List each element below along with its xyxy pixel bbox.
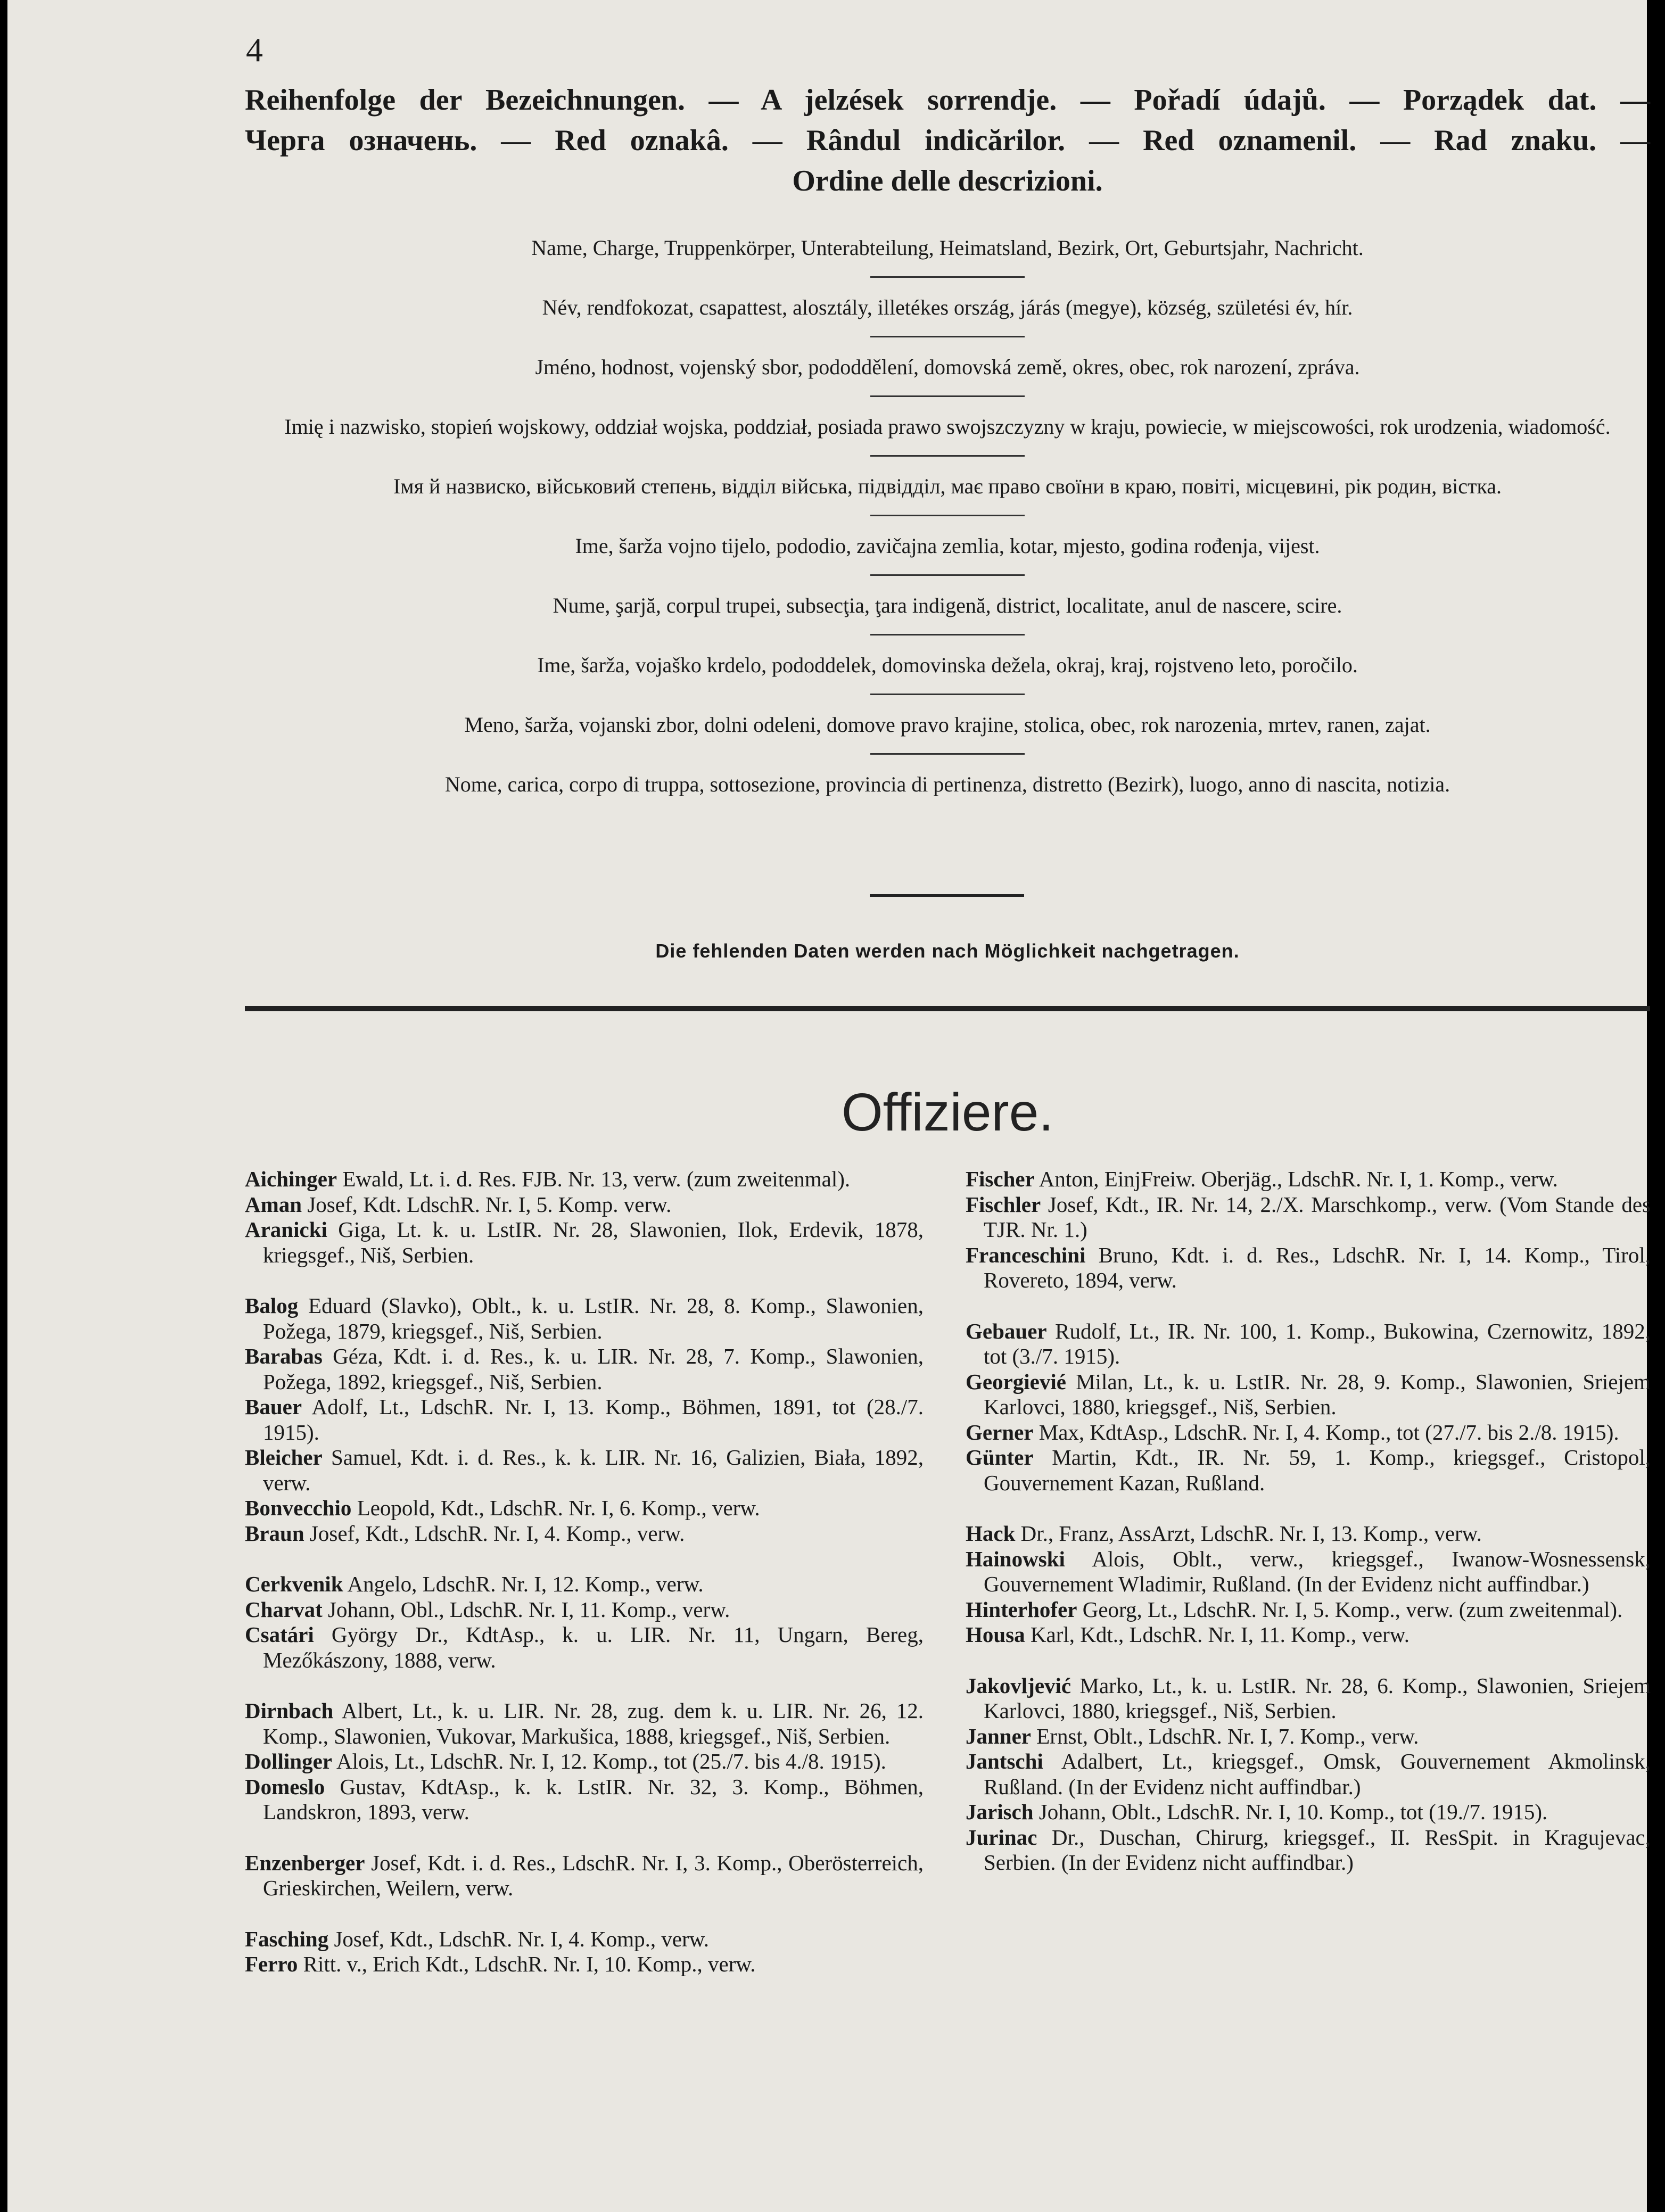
divider: [870, 634, 1025, 635]
officer-details: Josef, Kdt. LdschR. Nr. I, 5. Komp. verw.: [302, 1192, 672, 1217]
officer-entry: [245, 1597, 924, 1623]
field-order-romanian: Nume, şarjă, corpul trupei, subsecţia, ţara indigenă, district, localitate, anul de nascere, scire.: [553, 593, 1342, 617]
officer-details: Martin, Kdt., IR. Nr. 59, 1. Komp., kriegsgef., Cristopol, Gouvernement Kazan, Rußland.: [984, 1445, 1651, 1495]
officer-entry: [966, 1825, 1651, 1876]
officer-details: Albert, Lt., k. u. LIR. Nr. 28, zug. dem k. u. LIR. Nr. 26, 12. Komp., Slawonien, Vukovar, Markušica, 1888, kriegsgef., Niš, Serbien.: [263, 1698, 924, 1748]
officer-details: Adalbert, Lt., kriegsgef., Omsk, Gouvernement Akmolinsk, Rußland. (In der Evidenz nicht auffindbar.): [984, 1749, 1651, 1799]
officer-entry: [245, 1496, 924, 1521]
officer-surname: Jurinac: [966, 1825, 1037, 1850]
field-order-german: Name, Charge, Truppenkörper, Unterabteilung, Heimatsland, Bezirk, Ort, Geburtsjahr, Nachricht.: [531, 236, 1364, 260]
officer-entry: [966, 1724, 1651, 1749]
entry-group-gap: [245, 1546, 924, 1572]
officer-details: György Dr., KdtAsp., k. u. LIR. Nr. 11, Ungarn, Bereg, Mezőkászony, 1888, verw.: [263, 1622, 924, 1672]
field-order-polish: Imię i nazwisko, stopień wojskowy, oddział wojska, poddział, posiada prawo swojszczyzny w kraju, powiecie, w miejscowości, rok urodzenia, wiadomość.: [284, 415, 1611, 439]
officer-details: Anton, EinjFreiw. Oberjäg., LdschR. Nr. I, 1. Komp., verw.: [1034, 1167, 1558, 1191]
officer-details: Josef, Kdt., LdschR. Nr. I, 4. Komp., verw.: [304, 1521, 685, 1546]
officer-details: Johann, Oblt., LdschR. Nr. I, 10. Komp., tot (19./7. 1915).: [1033, 1800, 1548, 1824]
officer-entry: [245, 1192, 924, 1218]
officer-entry: [966, 1420, 1651, 1446]
divider: [870, 894, 1024, 897]
officer-entry: [245, 1952, 924, 1977]
officer-details: Georg, Lt., LdschR. Nr. I, 5. Komp., verw. (zum zweitenmal).: [1077, 1597, 1623, 1622]
officer-entry: [245, 1698, 924, 1749]
divider: [870, 753, 1025, 755]
entry-group-gap: [966, 1293, 1651, 1319]
officer-details: Dr., Duschan, Chirurg, kriegsgef., II. ResSpit. in Kragujevac, Serbien. (In der Evidenz nicht auffindbar.): [984, 1825, 1651, 1875]
officer-details: Ewald, Lt. i. d. Res. FJB. Nr. 13, verw. (zum zweitenmal).: [337, 1167, 851, 1191]
officer-surname: Günter: [966, 1445, 1034, 1470]
officer-entry: [245, 1344, 924, 1394]
officer-details: Milan, Lt., k. u. LstIR. Nr. 28, 9. Komp., Slawonien, Sriejem Karlovci, 1880, kriegsgef., Niš, Serbien.: [984, 1369, 1651, 1419]
officer-details: Adolf, Lt., LdschR. Nr. I, 13. Komp., Böhmen, 1891, tot (28./7. 1915).: [263, 1394, 924, 1445]
officer-details: Marko, Lt., k. u. LstIR. Nr. 28, 6. Komp., Slawonien, Sriejem Karlovci, 1880, kriegsgef., Niš, Serbien.: [984, 1673, 1651, 1723]
officer-entry: [245, 1445, 924, 1496]
officer-entry: [245, 1927, 924, 1952]
officer-entry: [245, 1394, 924, 1445]
entry-group-gap: [966, 1648, 1651, 1673]
officer-entry: [245, 1851, 924, 1901]
officer-details: Karl, Kdt., LdschR. Nr. I, 11. Komp., verw.: [1025, 1622, 1410, 1647]
officer-surname: Enzenberger: [245, 1850, 365, 1875]
officer-details: Rudolf, Lt., IR. Nr. 100, 1. Komp., Bukowina, Czernowitz, 1892, tot (3./7. 1915).: [984, 1318, 1651, 1368]
officer-entry: [966, 1445, 1651, 1496]
officer-surname: Barabas: [245, 1344, 323, 1368]
divider: [870, 694, 1025, 695]
officer-details: Josef, Kdt., LdschR. Nr. I, 4. Komp., verw.: [328, 1926, 709, 1951]
officer-surname: Hack: [966, 1521, 1016, 1546]
field-order-slovak: Meno, šarža, vojanski zbor, dolni odeleni, domove pravo krajine, stolica, obec, rok narozenia, mrtev, ranen, zajat.: [464, 713, 1431, 737]
officer-surname: Fischer: [966, 1167, 1035, 1191]
document-page: [7, 0, 1651, 2212]
officer-surname: Domeslo: [245, 1774, 325, 1799]
officer-surname: Housa: [966, 1622, 1025, 1647]
page-number: 4: [246, 31, 263, 69]
officer-surname: Bauer: [245, 1394, 302, 1419]
officer-entry: [245, 1293, 924, 1344]
officer-entry: [966, 1547, 1651, 1597]
officer-surname: Cerkvenik: [245, 1572, 343, 1596]
entries-right-column: [966, 1167, 1651, 1876]
officer-details: Dr., Franz, AssArzt, LdschR. Nr. I, 13. Komp., verw.: [1015, 1521, 1482, 1546]
missing-data-note: Die fehlenden Daten werden nach Möglichkeit nachgetragen.: [655, 940, 1240, 962]
section-title: Offiziere.: [841, 1083, 1054, 1142]
officer-details: Géza, Kdt. i. d. Res., k. u. LIR. Nr. 28, 7. Komp., Slawonien, Požega, 1892, kriegsgef., Niš, Serbien.: [263, 1344, 924, 1394]
officer-details: Ernst, Oblt., LdschR. Nr. I, 7. Komp., verw.: [1031, 1723, 1419, 1748]
officer-entry: [966, 1192, 1651, 1243]
officer-entry: [966, 1369, 1651, 1420]
officer-surname: Hinterhofer: [966, 1597, 1077, 1622]
field-order-list: [245, 234, 1650, 798]
entry-group-gap: [245, 1268, 924, 1293]
entry-group-gap: [966, 1496, 1651, 1521]
officer-entry: [966, 1800, 1651, 1825]
officer-details: Leopold, Kdt., LdschR. Nr. I, 6. Komp., verw.: [351, 1496, 760, 1520]
officer-surname: Balog: [245, 1293, 299, 1318]
officer-surname: Dollinger: [245, 1749, 332, 1773]
officer-details: Bruno, Kdt. i. d. Res., LdschR. Nr. I, 14. Komp., Tirol, Rovereto, 1894, verw.: [984, 1242, 1651, 1292]
officer-entry: [245, 1774, 924, 1825]
officer-details: Max, KdtAsp., LdschR. Nr. I, 4. Komp., tot (27./7. bis 2./8. 1915).: [1033, 1419, 1619, 1445]
officer-entry: [966, 1597, 1651, 1623]
officer-entry: [966, 1167, 1651, 1192]
officer-surname: Aichinger: [245, 1167, 337, 1191]
section-rule: [245, 1006, 1650, 1011]
officer-entry: [966, 1673, 1651, 1724]
divider: [870, 276, 1025, 278]
officer-surname: Bleicher: [245, 1445, 323, 1470]
officer-surname: Jantschi: [966, 1749, 1043, 1773]
officer-surname: Jarisch: [966, 1800, 1034, 1824]
divider: [870, 515, 1025, 516]
field-order-ruthenian: Імя й назвиско, військовий степень, відділ війська, підвідділ, має право своїни в краю, повіті, місцевині, рік родин, вістка.: [393, 474, 1502, 498]
officer-entry: [966, 1749, 1651, 1800]
officer-surname: Franceschini: [966, 1242, 1086, 1267]
heading-block: [245, 80, 1650, 201]
officer-surname: Ferro: [245, 1952, 298, 1976]
officer-surname: Jakovljević: [966, 1673, 1071, 1698]
field-order-czech: Jméno, hodnost, vojenský sbor, pododdělení, domovská země, okres, obec, rok narození, zpráva.: [535, 355, 1360, 379]
heading-line: Ordine delle descrizioni.: [792, 164, 1103, 197]
officer-surname: Hainowski: [966, 1546, 1065, 1571]
officer-surname: Gebauer: [966, 1318, 1047, 1343]
officer-surname: Fischler: [966, 1192, 1041, 1217]
officer-surname: Csatári: [245, 1622, 314, 1647]
officer-surname: Aranicki: [245, 1217, 327, 1242]
officer-details: Gustav, KdtAsp., k. k. LstIR. Nr. 32, 3. Komp., Böhmen, Landskron, 1893, verw.: [263, 1774, 924, 1824]
officer-details: Angelo, LdschR. Nr. I, 12. Komp., verw.: [343, 1572, 704, 1596]
field-order-italian: Nome, carica, corpo di truppa, sottosezione, provincia di pertinenza, distretto (Bezirk), luogo, anno di nascita, notizia.: [444, 772, 1450, 796]
officer-entry: [245, 1749, 924, 1774]
officer-surname: Dirnbach: [245, 1698, 334, 1723]
officer-details: Giga, Lt. k. u. LstIR. Nr. 28, Slawonien, Ilok, Erdevik, 1878, kriegsgef., Niš, Serbien.: [263, 1217, 924, 1267]
officer-entry: [966, 1319, 1651, 1369]
officer-entry: [245, 1167, 924, 1192]
officer-entry: [245, 1217, 924, 1268]
officer-surname: Georgievié: [966, 1369, 1066, 1394]
entry-group-gap: [245, 1673, 924, 1698]
officer-surname: Braun: [245, 1521, 304, 1546]
entry-group-gap: [245, 1825, 924, 1851]
officer-surname: Charvat: [245, 1597, 323, 1622]
officer-details: Alois, Lt., LdschR. Nr. I, 12. Komp., tot (25./7. bis 4./8. 1915).: [332, 1749, 886, 1773]
officer-entry: [966, 1243, 1651, 1293]
officer-entry: [966, 1622, 1651, 1648]
officer-entry: [966, 1521, 1651, 1547]
officer-surname: Gerner: [966, 1419, 1034, 1445]
officer-details: Eduard (Slavko), Oblt., k. u. LstIR. Nr. 28, 8. Komp., Slawonien, Požega, 1879, kriegsgef., Niš, Serbien.: [263, 1293, 924, 1343]
officer-surname: Janner: [966, 1723, 1031, 1748]
officer-details: Josef, Kdt. i. d. Res., LdschR. Nr. I, 3. Komp., Oberösterreich, Grieskirchen, Weilern, verw.: [263, 1850, 924, 1900]
divider: [870, 574, 1025, 576]
officer-details: Johann, Obl., LdschR. Nr. I, 11. Komp., verw.: [322, 1597, 730, 1622]
divider: [870, 336, 1025, 337]
field-order-hungarian: Név, rendfokozat, csapattest, alosztály, illetékes ország, járás (megye), község, születési év, hír.: [542, 295, 1353, 319]
divider: [870, 455, 1025, 457]
officer-details: Josef, Kdt., IR. Nr. 14, 2./X. Marschkomp., verw. (Vom Stande des TJR. Nr. 1.): [984, 1192, 1651, 1242]
heading-line: Reihenfolge der Bezeichnungen. — A jelzések sorrendje. — Pořadí údajů. — Porządek dat. —: [245, 84, 1650, 117]
field-order-slovenian: Ime, šarža, vojaško krdelo, pododdelek, domovinska dežela, okraj, kraj, rojstveno leto, poročilo.: [537, 653, 1358, 677]
officer-surname: Bonvecchio: [245, 1496, 352, 1520]
heading-line: Черга означень. — Red oznakâ. — Rândul indicărilor. — Red oznamenil. — Rad znaku. —: [245, 124, 1650, 157]
officer-details: Alois, Oblt., verw., kriegsgef., Iwanow-Wosnessensk, Gouvernement Wladimir, Rußland. (In der Evidenz nicht auffindbar.): [984, 1546, 1651, 1596]
officer-entry: [245, 1521, 924, 1547]
field-order-croatian: Ime, šarža vojno tijelo, pododio, zavičajna zemlia, kotar, mjesto, godina rođenja, vijest.: [575, 534, 1320, 558]
officer-surname: Fasching: [245, 1926, 329, 1951]
officer-entry: [245, 1572, 924, 1597]
officer-entry: [245, 1622, 924, 1673]
officer-details: Ritt. v., Erich Kdt., LdschR. Nr. I, 10. Komp., verw.: [298, 1952, 756, 1976]
entry-group-gap: [245, 1901, 924, 1927]
entries-left-column: [245, 1167, 924, 1977]
officer-details: Samuel, Kdt. i. d. Res., k. k. LIR. Nr. 16, Galizien, Biała, 1892, verw.: [263, 1445, 924, 1495]
officer-surname: Aman: [245, 1192, 302, 1217]
divider: [870, 395, 1025, 397]
